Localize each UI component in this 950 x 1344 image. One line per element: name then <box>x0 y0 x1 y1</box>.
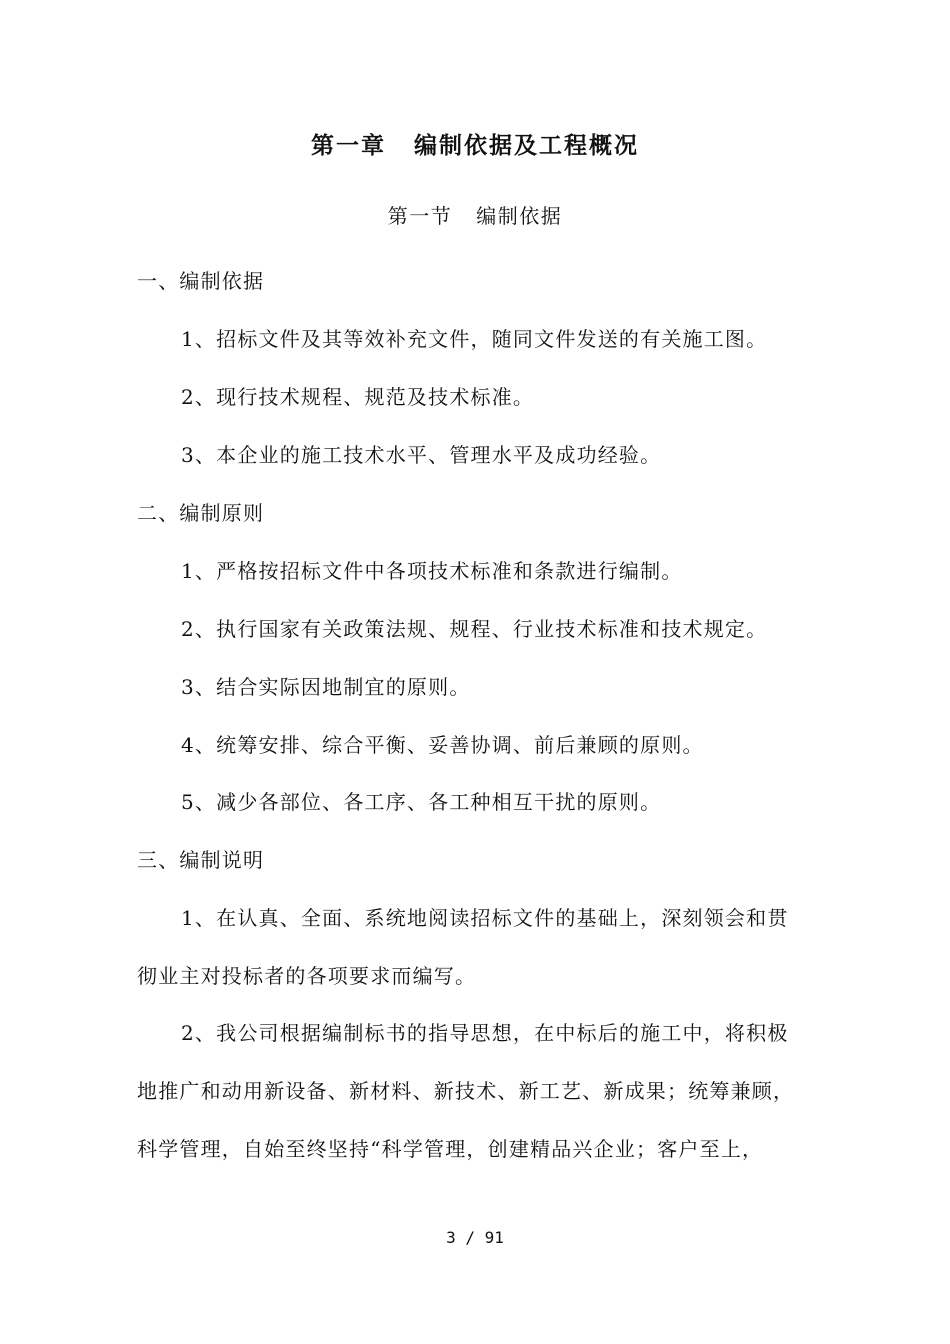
section-name: 编制依据 <box>476 204 563 228</box>
explanation-p2-line3: 科学管理，自始至终坚持“科学管理，创建精品兴企业；客户至上， <box>137 1137 764 1161</box>
page-number: 3 / 91 <box>446 1228 504 1247</box>
basis-item-1: 1、招标文件及其等效补充文件，随同文件发送的有关施工图。 <box>181 327 768 351</box>
basis-item-3: 3、本企业的施工技术水平、管理水平及成功经验。 <box>181 443 662 467</box>
heading-explanation: 三、编制说明 <box>137 848 265 872</box>
heading-principles: 二、编制原则 <box>137 501 265 525</box>
chapter-title <box>0 132 950 160</box>
principle-item-5: 5、减少各部位、各工序、各工种相互干扰的原则。 <box>181 790 662 814</box>
section-title <box>0 204 950 228</box>
chapter-name: 编制依据及工程概况 <box>414 132 639 159</box>
principle-item-2: 2、执行国家有关政策法规、规程、行业技术标准和技术规定。 <box>181 617 768 641</box>
heading-basis: 一、编制依据 <box>137 269 265 293</box>
explanation-p1-line2: 彻业主对投标者的各项要求而编写。 <box>137 964 477 988</box>
explanation-p2-line2: 地推广和动用新设备、新材料、新技术、新工艺、新成果；统筹兼顾， <box>137 1079 795 1103</box>
explanation-p1-line1: 1、在认真、全面、系统地阅读招标文件的基础上，深刻领会和贯 <box>181 906 789 930</box>
principle-item-1: 1、严格按招标文件中各项技术标准和条款进行编制。 <box>181 559 683 583</box>
chapter-number: 第一章 <box>311 132 386 159</box>
principle-item-3: 3、结合实际因地制宜的原则。 <box>181 675 471 699</box>
section-number: 第一节 <box>387 204 453 228</box>
principle-item-4: 4、统筹安排、综合平衡、妥善协调、前后兼顾的原则。 <box>181 733 704 757</box>
explanation-p2-line1: 2、我公司根据编制标书的指导思想，在中标后的施工中，将积极 <box>181 1021 789 1045</box>
basis-item-2: 2、现行技术规程、规范及技术标准。 <box>181 385 535 409</box>
